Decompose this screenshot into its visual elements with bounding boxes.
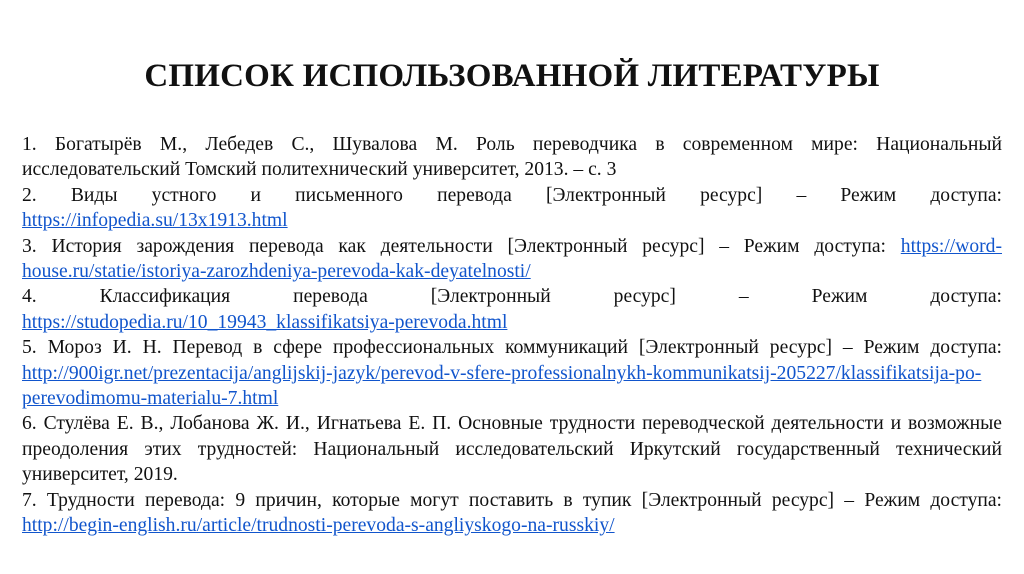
reference-text: 2. Виды устного и письменного перевода [Электронный ресурс] – Режим доступа: — [22, 184, 1002, 206]
reference-link[interactable]: https://word-house.ru/statie/istoriya-zarozhdeniya-perevoda-kak-deyatelnosti/ — [22, 235, 1002, 283]
reference-text: 3. История зарождения перевода как деятельности [Электронный ресурс] – Режим доступа: — [22, 235, 886, 257]
reference-item-3 — [22, 234, 1002, 285]
reference-link[interactable]: http://900igr.net/prezentacija/anglijskij-jazyk/perevod-v-sfere-professionalnykh-kommunikatsij-205227/klassifikatsija-po-perevodimomu-materialu-7.html — [22, 362, 982, 410]
page-title: СПИСОК ИСПОЛЬЗОВАННОЙ ЛИТЕРАТУРЫ — [144, 58, 880, 94]
reference-link[interactable]: https://studopedia.ru/10_19943_klassifikatsiya-perevoda.html — [22, 311, 508, 333]
reference-text: 5. Мороз И. Н. Перевод в сфере профессиональных коммуникаций [Электронный ресурс] – Режим доступа: — [22, 337, 1002, 359]
reference-item-2 — [22, 183, 1002, 234]
reference-item-5 — [22, 335, 1002, 411]
reference-item-7 — [22, 488, 1002, 539]
reference-link[interactable]: https://infopedia.su/13x1913.html — [22, 210, 288, 232]
reference-text: 4. Классификация перевода [Электронный ресурс] – Режим доступа: — [22, 286, 1002, 308]
reference-text: 6. Стулёва Е. В., Лобанова Ж. И., Игнатьева Е. П. Основные трудности переводческой деятельности и возможные преодоления этих трудностей: Национальный исследовательский Иркутский государственный технический университет, 2019. — [22, 413, 1002, 486]
reference-link[interactable]: http://begin-english.ru/article/trudnosti-perevoda-s-angliyskogo-na-russkiy/ — [22, 515, 615, 537]
reference-item-6 — [22, 411, 1002, 487]
reference-item-1 — [22, 132, 1002, 183]
reference-text: 1. Богатырёв М., Лебедев С., Шувалова М. Роль переводчика в современном мире: Национальный исследовательский Томский политехнический университет, 2013. – с. 3 — [22, 134, 1002, 181]
reference-item-4 — [22, 284, 1002, 335]
reference-text: 7. Трудности перевода: 9 причин, которые могут поставить в тупик [Электронный ресурс] – Режим доступа: — [22, 489, 1002, 511]
reference-list — [22, 132, 1002, 539]
